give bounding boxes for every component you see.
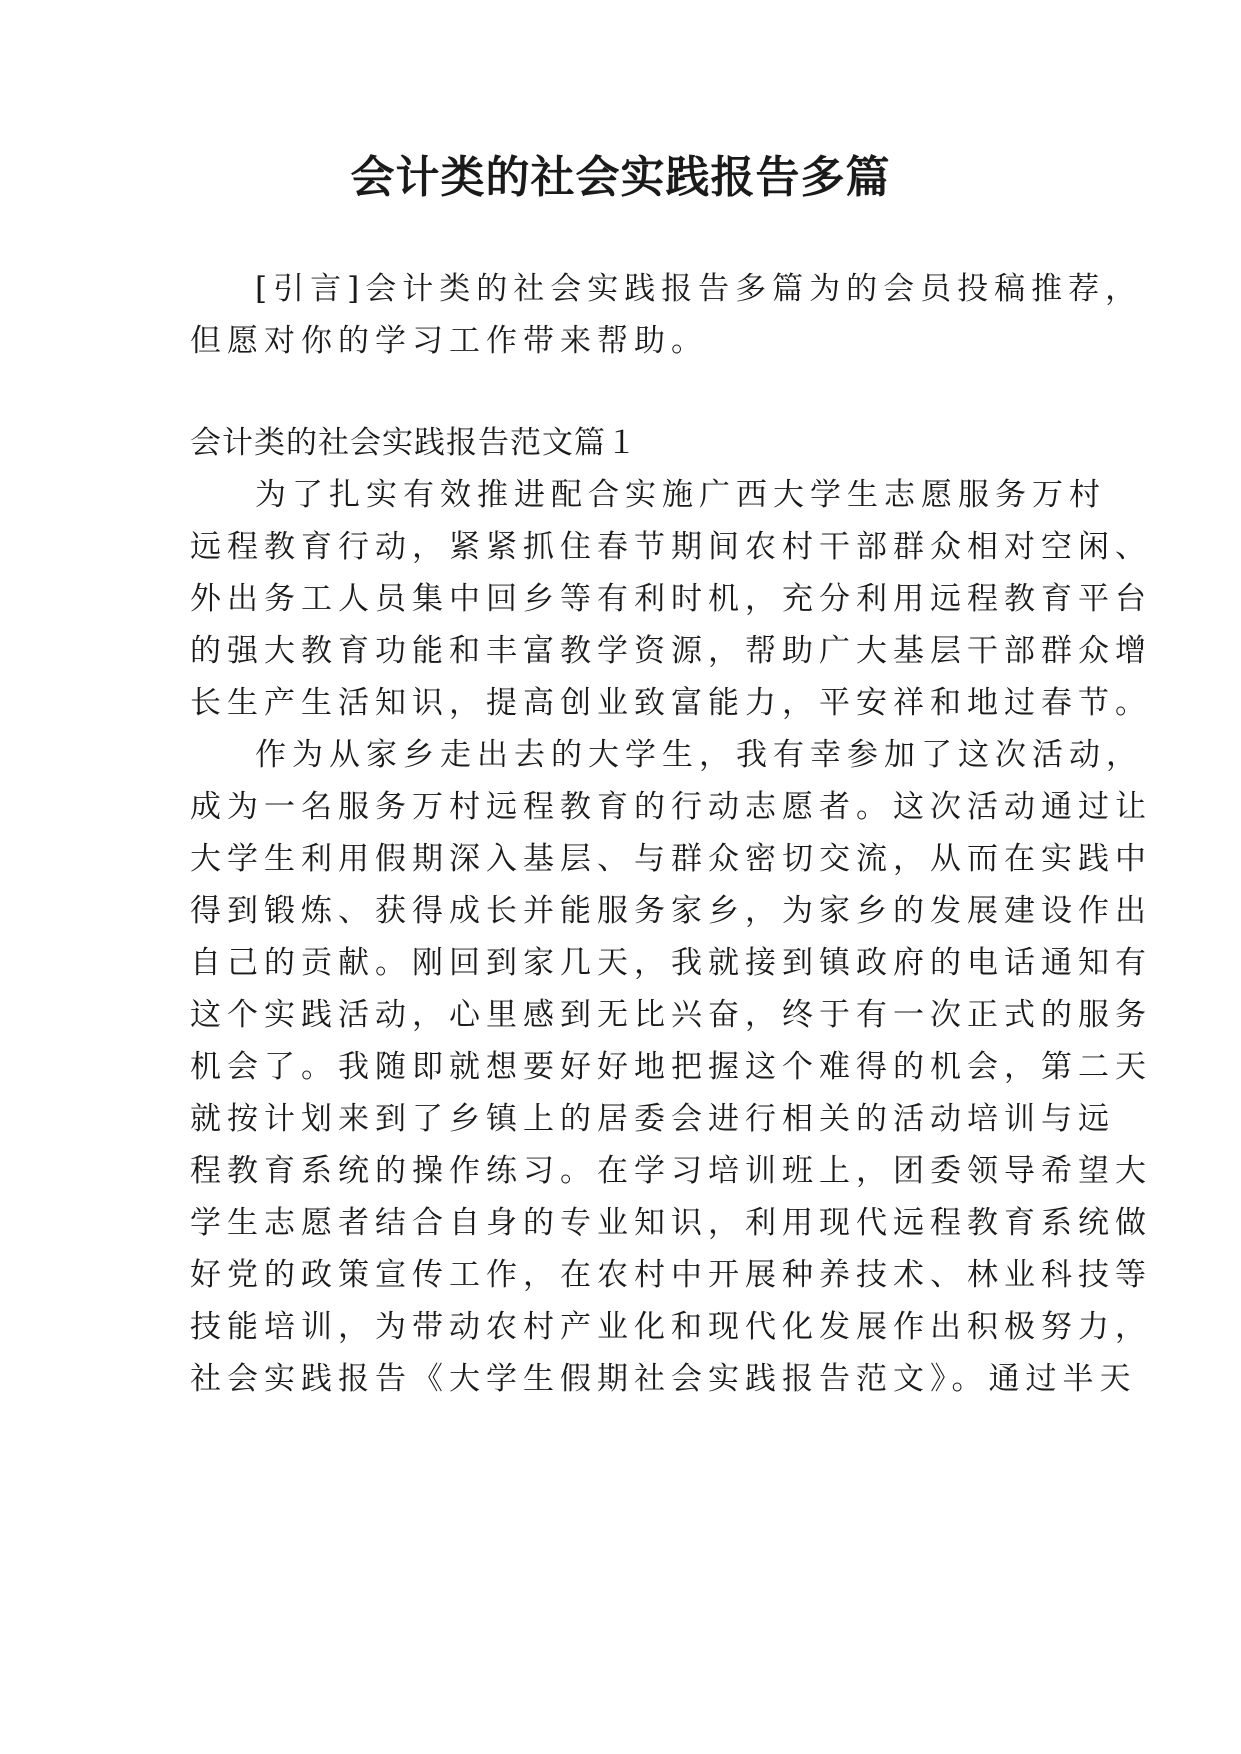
- paragraph1-line-4: 的强大教育功能和丰富教学资源，帮助广大基层干部群众增: [190, 633, 1152, 669]
- paragraph2-line-8: 就按计划来到了乡镇上的居委会进行相关的活动培训与远: [190, 1101, 1115, 1137]
- paragraph2-line-3: 大学生利用假期深入基层、与群众密切交流，从而在实践中: [190, 841, 1152, 877]
- paragraph2-line-10: 学生志愿者结合自身的专业知识，利用现代远程教育系统做: [190, 1205, 1152, 1241]
- paragraph2-line-9: 程教育系统的操作练习。在学习培训班上，团委领导希望大: [190, 1153, 1152, 1189]
- paragraph1-line-5: 长生产生活知识，提高创业致富能力，平安祥和地过春节。: [190, 685, 1152, 721]
- paragraph2-line-5: 自己的贡献。刚回到家几天，我就接到镇政府的电话通知有: [190, 945, 1152, 981]
- paragraph2-line-7: 机会了。我随即就想要好好地把握这个难得的机会，第二天: [190, 1049, 1152, 1085]
- paragraph2-line-4: 得到锻炼、获得成长并能服务家乡，为家乡的发展建设作出: [190, 893, 1152, 929]
- paragraph1-line-2: 远程教育行动，紧紧抓住春节期间农村干部群众相对空闲、: [190, 529, 1152, 565]
- paragraph2-line-1: 作为从家乡走出去的大学生，我有幸参加了这次活动，: [255, 737, 1143, 773]
- paragraph2-line-11: 好党的政策宣传工作，在农村中开展种养技术、林业科技等: [190, 1257, 1152, 1293]
- paragraph1-line-3: 外出务工人员集中回乡等有利时机，充分利用远程教育平台: [190, 581, 1152, 617]
- paragraph2-line-13: 社会实践报告《大学生假期社会实践报告范文》。通过半天: [190, 1361, 1137, 1397]
- paragraph2-line-6: 这个实践活动，心里感到无比兴奋，终于有一次正式的服务: [190, 997, 1152, 1033]
- intro-line-2: 但愿对你的学习工作带来帮助。: [190, 323, 708, 359]
- paragraph1-line-1: 为了扎实有效推进配合实施广西大学生志愿服务万村: [255, 477, 1106, 513]
- document-title: 会计类的社会实践报告多篇: [350, 152, 891, 203]
- paragraph2-line-12: 技能培训，为带动农村产业化和现代化发展作出积极努力，: [190, 1309, 1152, 1345]
- intro-line-1: [引言]会计类的社会实践报告多篇为的会员投稿推荐，: [255, 271, 1143, 307]
- section-heading: 会计类的社会实践报告范文篇１: [190, 425, 638, 461]
- paragraph2-line-2: 成为一名服务万村远程教育的行动志愿者。这次活动通过让: [190, 789, 1152, 825]
